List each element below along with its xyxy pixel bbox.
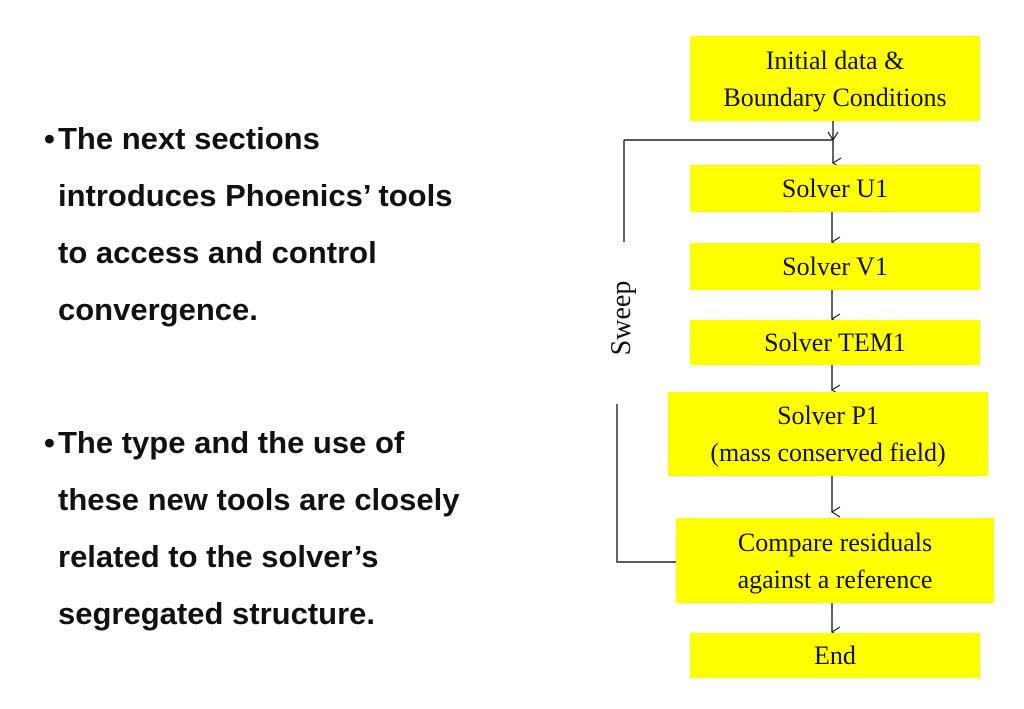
sweep-label: Sweep: [606, 280, 637, 356]
box-text: Solver U1: [781, 174, 889, 203]
solver-p1-box: [668, 392, 988, 476]
compare-residuals-box: [676, 518, 994, 603]
bullet-line: convergence.: [58, 292, 258, 327]
bullet-line: The next sections: [58, 121, 320, 156]
box-text: Boundary Conditions: [723, 82, 947, 112]
box-text: Compare residuals: [737, 527, 933, 557]
bullet-line: these new tools are closely: [58, 482, 460, 517]
bullet-line: introduces Phoenics’ tools: [58, 178, 453, 213]
solver-v1-box: [690, 243, 980, 290]
bullet-line: The type and the use of: [58, 425, 405, 460]
end-box: [690, 633, 980, 678]
box-text: Solver TEM1: [764, 328, 906, 357]
box-text: End: [814, 641, 856, 670]
box-text: Solver P1: [777, 401, 879, 430]
bullet-marker: •: [44, 121, 55, 156]
box-text: Initial data &: [765, 45, 905, 75]
solver-u1-box: [690, 165, 980, 212]
box-text: (mass conserved field): [710, 438, 946, 467]
box-text: against a reference: [737, 564, 933, 594]
bullet-line: to access and control: [58, 235, 377, 270]
bullet-marker: •: [44, 425, 55, 460]
initial-data-box: [690, 36, 980, 121]
bullet-line: related to the solver’s: [58, 539, 379, 574]
box-text: Solver V1: [782, 252, 888, 281]
solver-tem1-box: [690, 320, 980, 365]
bullet-line: segregated structure.: [58, 596, 375, 631]
